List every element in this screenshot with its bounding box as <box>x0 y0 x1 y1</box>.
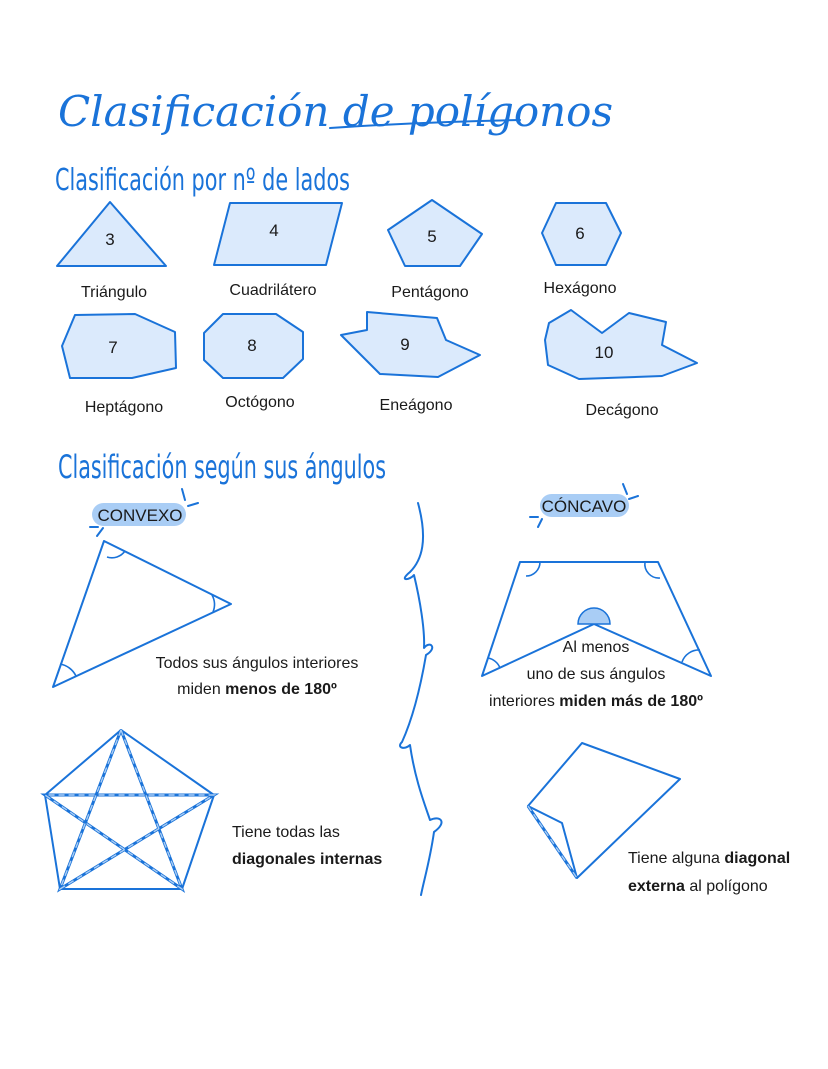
concave-polygon <box>482 562 711 676</box>
convex-pentagon <box>45 730 214 889</box>
polygon-hexagon <box>542 203 621 297</box>
reflex-angle-mark <box>578 608 610 624</box>
section-angles-title: Clasificación según sus ángulos <box>58 448 386 486</box>
polygon-sides-label: 10 <box>594 343 614 362</box>
polygon-name: Eneágono <box>379 397 453 414</box>
concave-angle-text-line1: Al menos <box>562 639 630 656</box>
angle-mark <box>645 562 660 578</box>
convex-diag-text-line2: diagonales internas <box>232 851 383 868</box>
polygon-name: Cuadrilátero <box>229 282 317 299</box>
convex-badge <box>90 489 198 536</box>
polygon-name: Pentágono <box>391 284 469 301</box>
convex-label: CONVEXO <box>97 506 183 525</box>
polygon-pentagon <box>388 200 482 301</box>
polygon-sides-label: 5 <box>427 227 437 246</box>
polygon-sides-label: 9 <box>400 335 410 354</box>
concave-diag-text-line1: Tiene alguna diagonal <box>628 850 791 867</box>
polygon-decagon <box>545 310 697 419</box>
polygon-name: Hexágono <box>543 280 617 297</box>
polygon-sides-label: 8 <box>247 336 257 355</box>
angle-mark <box>526 562 540 576</box>
wavy-divider <box>400 503 442 895</box>
concave-angle-text-line2: uno de sus ángulos <box>526 666 666 683</box>
concave-angle-text-line3: interiores miden más de 180º <box>489 693 703 710</box>
polygon-quadrilateral <box>214 203 342 299</box>
convex-angle-text-line2: miden menos de 180º <box>177 681 337 698</box>
concave-label: CÓNCAVO <box>541 497 627 516</box>
polygon-triangle <box>57 202 166 301</box>
polygon-sides-label: 3 <box>105 230 115 249</box>
angle-mark <box>682 650 700 662</box>
polygon-sides-label: 6 <box>575 224 585 243</box>
angle-mark <box>212 595 214 612</box>
polygon-heptagon <box>62 314 176 416</box>
internal-diagonals <box>45 730 214 889</box>
polygon-enneagon <box>341 312 480 414</box>
concave-badge <box>530 484 638 527</box>
polygon-name: Decágono <box>585 402 659 419</box>
polygon-name: Triángulo <box>80 284 148 301</box>
polygon-name: Heptágono <box>84 399 164 416</box>
convex-diag-text-line1: Tiene todas las <box>232 824 340 841</box>
angle-mark <box>60 664 76 676</box>
page-title: Clasificación de polígonos <box>58 87 614 136</box>
polygon-name: Octógono <box>225 394 295 411</box>
angle-mark <box>107 551 125 558</box>
concave-diag-text-line2: externa al polígono <box>628 878 768 895</box>
angle-mark <box>488 658 500 668</box>
polygon-octagon <box>204 314 303 411</box>
polygon-sides-label: 4 <box>269 221 279 240</box>
convex-angle-text-line1: Todos sus ángulos interiores <box>155 655 359 672</box>
external-diagonal <box>528 806 577 878</box>
polygon-sides-label: 7 <box>108 338 118 357</box>
section-sides-title: Clasificación por nº de lados <box>55 163 350 198</box>
